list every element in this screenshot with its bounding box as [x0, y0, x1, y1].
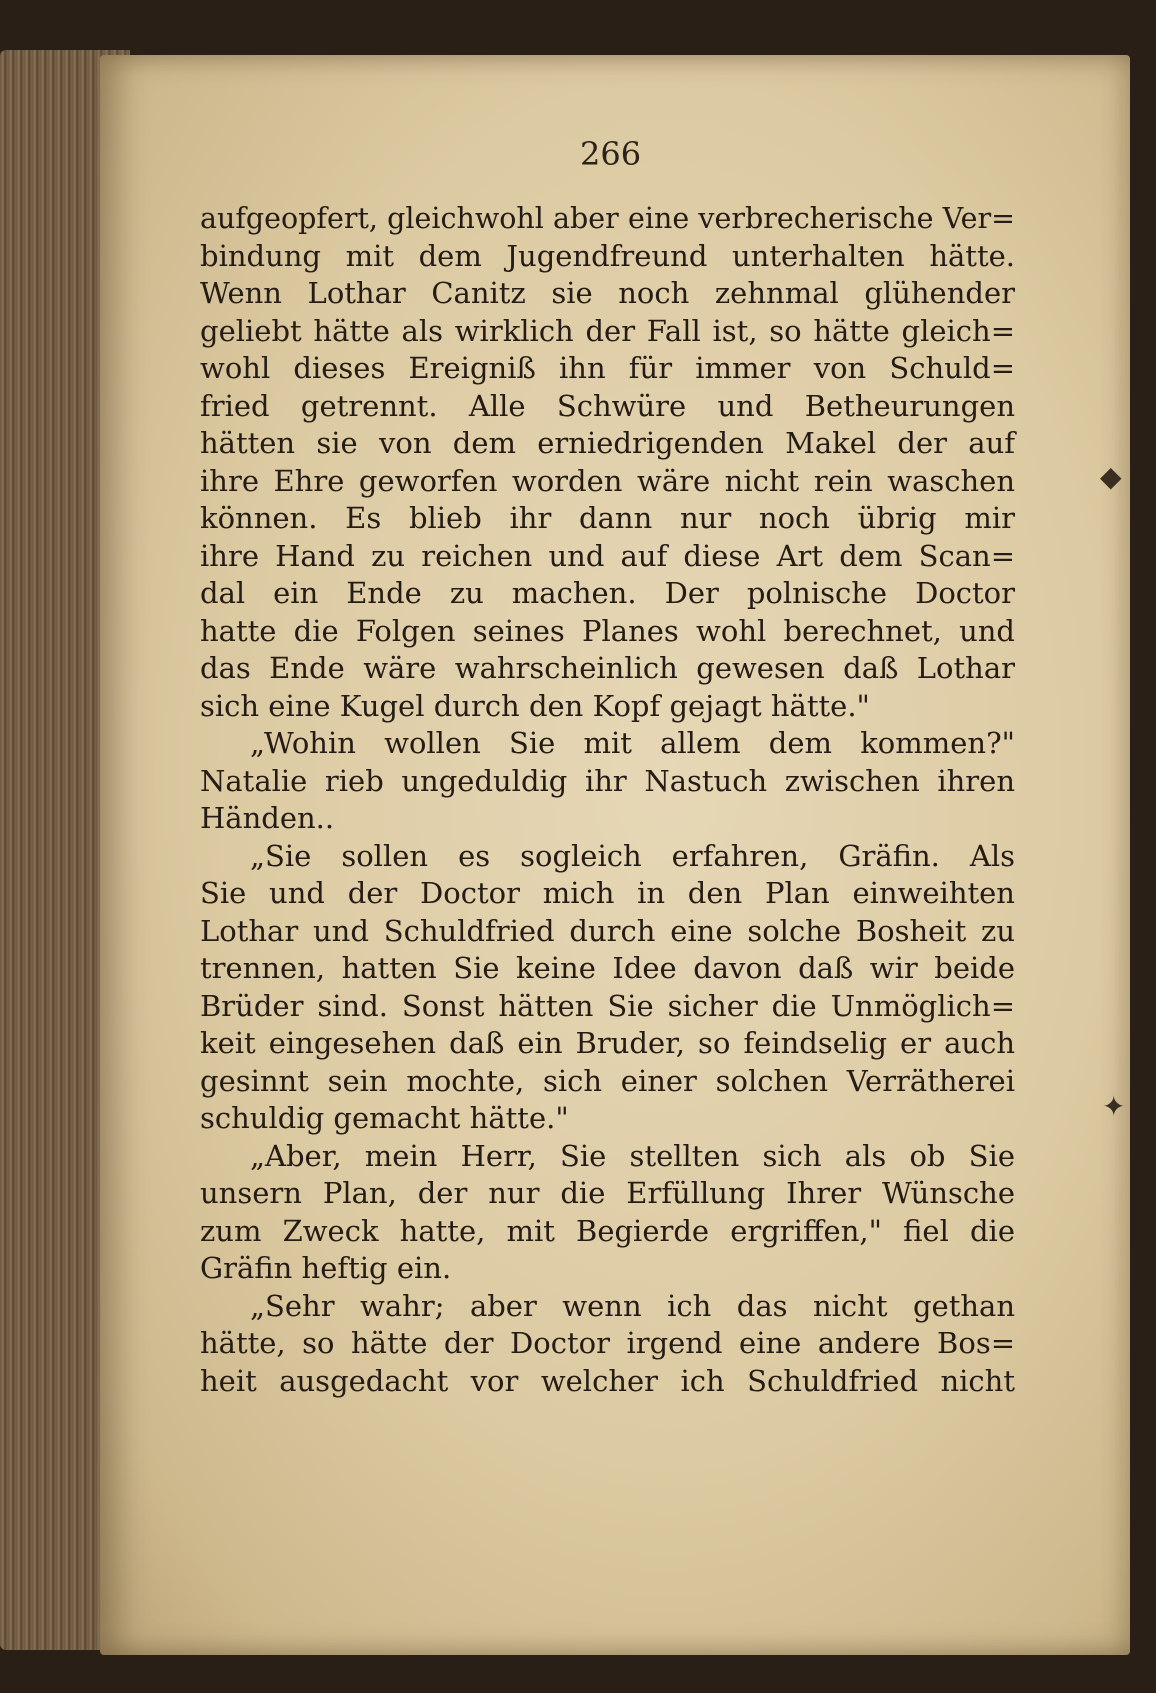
text-line: Sie und der Doctor mich in den Plan einweihten	[200, 876, 1015, 910]
text-line: das Ende wäre wahrscheinlich gewesen daß Lothar	[200, 651, 1015, 685]
text-line: unsern Plan, der nur die Erfüllung Ihrer Wünsche	[200, 1176, 1015, 1210]
text-line: schuldig gemacht hätte."	[200, 1101, 569, 1135]
text-line: Gräfin heftig ein.	[200, 1251, 452, 1285]
text-line: gesinnt sein mochte, sich einer solchen Verrätherei	[200, 1063, 1015, 1098]
text-line: aufgeopfert, gleichwohl aber eine verbrecherische Ver=	[200, 202, 1015, 235]
text-line: hatte die Folgen seines Planes wohl berechnet, und	[200, 613, 1015, 648]
text-line: bindung mit dem Jugendfreund unterhalten hätte.	[200, 238, 1015, 273]
text-line: dal ein Ende zu machen. Der polnische Doctor	[200, 576, 1015, 610]
margin-mark-icon: ✦	[1102, 1090, 1126, 1123]
text-line: Lothar und Schuldfried durch eine solche Bosheit zu	[200, 913, 1015, 948]
text-line: sich eine Kugel durch den Kopf gejagt hätte."	[200, 688, 870, 723]
text-line: ihre Hand zu reichen und auf diese Art dem Scan=	[200, 538, 1015, 573]
text-line: „Aber, mein Herr, Sie stellten sich als ob Sie	[250, 1138, 1015, 1173]
text-line: hätte, so hätte der Doctor irgend eine andere Bos=	[200, 1326, 1015, 1360]
text-line: „Sie sollen es sogleich erfahren, Gräfin. Als	[250, 838, 1015, 873]
text-line: wohl dieses Ereigniß ihn für immer von Schuld=	[200, 351, 1015, 385]
text-line: keit eingesehen daß ein Bruder, so feindselig er auch	[200, 1026, 1015, 1060]
text-line: fried getrennt. Alle Schwüre und Betheurungen	[200, 388, 1015, 423]
text-line: „Wohin wollen Sie mit allem dem kommen?"	[250, 726, 1015, 760]
text-line: können. Es blieb ihr dann nur noch übrig mir	[200, 501, 1015, 535]
body-text	[200, 200, 1015, 1400]
text-line: Brüder sind. Sonst hätten Sie sicher die Unmöglich=	[200, 988, 1015, 1023]
text-line: zum Zweck hatte, mit Begierde ergriffen," fiel die	[200, 1213, 1015, 1248]
page-number: 266	[580, 135, 642, 173]
text-line: trennen, hatten Sie keine Idee davon daß wir beide	[200, 951, 1015, 985]
text-line: Händen..	[200, 801, 335, 835]
text-line: Wenn Lothar Canitz sie noch zehnmal glühender	[200, 276, 1015, 310]
text-line: „Sehr wahr; aber wenn ich das nicht gethan	[250, 1288, 1015, 1323]
text-line: heit ausgedacht vor welcher ich Schuldfried nicht	[200, 1363, 1015, 1398]
text-line: Natalie rieb ungeduldig ihr Nastuch zwischen ihren	[200, 763, 1015, 798]
text-line: hätten sie von dem erniedrigenden Makel der auf	[200, 426, 1015, 460]
text-line: geliebt hätte als wirklich der Fall ist, so hätte gleich=	[200, 313, 1015, 348]
margin-mark-icon: ◆	[1100, 460, 1122, 493]
text-line: ihre Ehre geworfen worden wäre nicht rein waschen	[200, 463, 1015, 498]
